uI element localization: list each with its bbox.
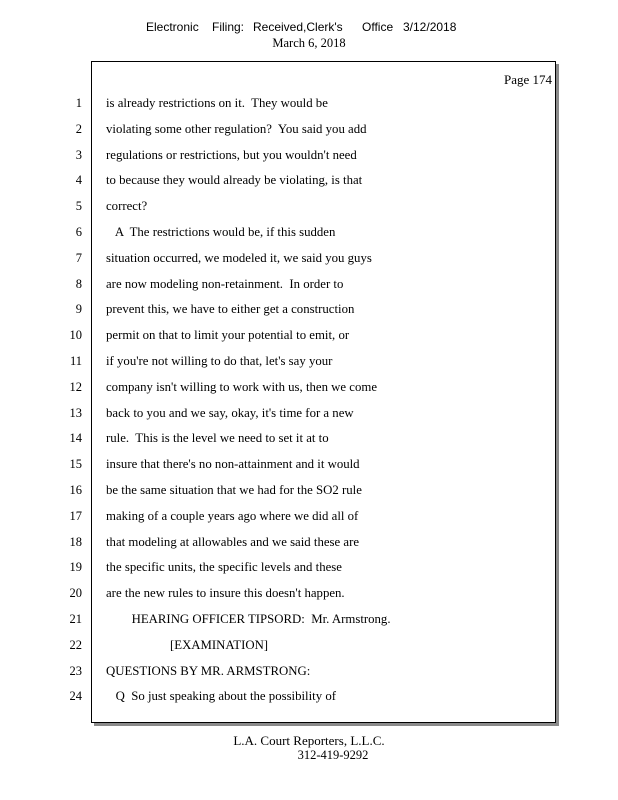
transcript-line-text: to because they would already be violating, is that [106,173,363,187]
stamp-word-received-clerks: Received,Clerk's [253,20,343,34]
transcript-line-text: are now modeling non-retainment. In order to [106,277,344,291]
transcript-line-text: correct? [106,199,148,213]
line-number: 12 [69,380,82,394]
line-number: 11 [69,354,82,368]
line-number: 17 [69,509,82,523]
court-reporter-name: L.A. Court Reporters, L.L.C. [233,733,385,748]
transcript-line-text: HEARING OFFICER TIPSORD: Mr. Armstrong. [106,612,391,626]
line-number: 23 [69,664,82,678]
line-number: 14 [69,431,82,445]
transcript-line-text: is already restrictions on it. They would be [106,96,328,110]
transcript-line-text: rule. This is the level we need to set it at to [106,431,329,445]
transcript-line-text: A The restrictions would be, if this sudden [106,225,336,239]
transcript-line-text: if you're not willing to do that, let's say your [106,354,333,368]
line-number: 21 [69,612,82,626]
line-number: 13 [69,406,82,420]
transcript-line-text: be the same situation that we had for the SO2 rule [106,483,362,497]
court-reporter-phone: 312-419-9292 [297,748,369,762]
transcript-line-text: QUESTIONS BY MR. ARMSTRONG: [106,664,311,678]
transcript-line-text: [EXAMINATION] [106,638,269,652]
transcript-line-text: violating some other regulation? You said you add [106,122,367,136]
transcript-line-text: that modeling at allowables and we said these are [106,535,360,549]
line-number: 15 [69,457,82,471]
line-number: 24 [69,689,82,703]
line-number: 4 [75,173,82,187]
stamp-word-electronic: Electronic [146,20,199,34]
stamp-word-filing: Filing: [212,20,245,34]
line-number: 3 [75,148,82,162]
transcript-line-text: regulations or restrictions, but you wouldn't need [106,148,357,162]
line-number: 8 [75,277,82,291]
line-number: 7 [75,251,82,265]
transcript-line-text: situation occurred, we modeled it, we said you guys [106,251,372,265]
line-number: 16 [69,483,82,497]
line-number: 19 [69,560,82,574]
transcript-line-text: the specific units, the specific levels and these [106,560,342,574]
transcript-line-text: company isn't willing to work with us, then we come [106,380,378,394]
transcript-line-text: prevent this, we have to either get a construction [106,302,355,316]
line-number: 1 [75,96,82,110]
transcript-line-text: making of a couple years ago where we did all of [106,509,359,523]
hearing-date: March 6, 2018 [272,36,346,50]
line-number: 2 [75,122,82,136]
line-number: 20 [69,586,82,600]
line-number: 5 [75,199,82,213]
transcript-line-text: back to you and we say, okay, it's time for a new [106,406,354,420]
transcript-line-text: are the new rules to insure this doesn't happen. [106,586,345,600]
line-number: 22 [69,638,82,652]
line-number: 6 [75,225,82,239]
transcript-line-text: Q So just speaking about the possibility of [106,689,336,703]
transcript-line-text: insure that there's no non-attainment and it would [106,457,360,471]
line-number: 10 [69,328,82,342]
transcript-line-text: permit on that to limit your potential to emit, or [106,328,350,342]
electronic-filing-stamp [0,20,618,36]
stamp-word-office: Office [362,20,394,34]
page-number: Page 174 [503,72,552,87]
stamp-filing-date: 3/12/2018 [403,20,457,34]
line-number: 9 [75,302,82,316]
line-number: 18 [69,535,82,549]
